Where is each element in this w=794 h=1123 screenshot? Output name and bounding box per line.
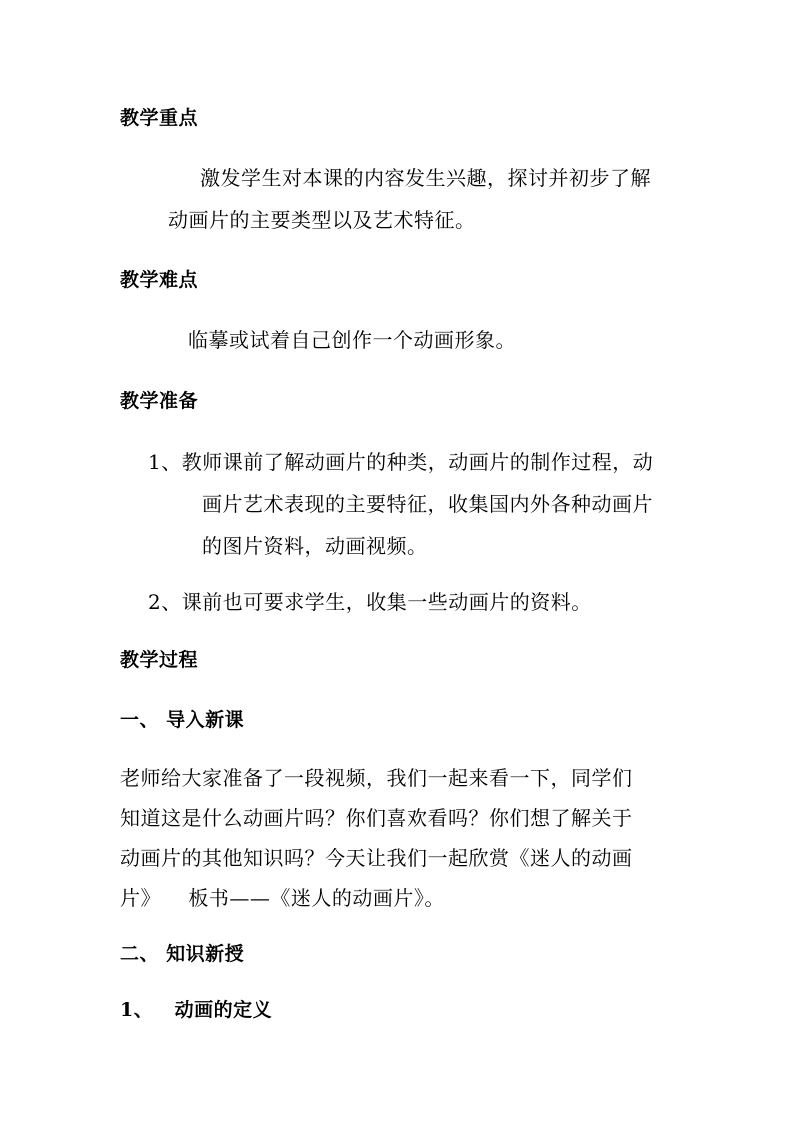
intro-text-line-4: 片》 板书——《迷人的动画片》。 [120,886,445,910]
focus-text-line-1: 激发学生对本课的内容发生兴趣，探讨并初步了解 [200,166,651,190]
heading-teaching-focus: 教学重点 [120,107,199,129]
prep-item-1-line-3: 的图片资料，动画视频。 [202,534,428,558]
intro-text-line-3: 动画片的其他知识吗？今天让我们一起欣赏《迷人的动画 [120,846,633,870]
heading-sub-1-definition: 1、 动画的定义 [120,999,273,1021]
focus-text-line-2: 动画片的主要类型以及艺术特征。 [168,208,476,232]
heading-teaching-difficulty: 教学难点 [120,269,199,291]
heading-teaching-preparation: 教学准备 [120,390,199,412]
intro-text-line-2: 知道这是什么动画片吗？你们喜欢看吗？你们想了解关于 [120,806,633,830]
heading-teaching-process: 教学过程 [120,649,199,671]
prep-item-1-line-1: 1、教师课前了解动画片的种类，动画片的制作过程，动 [148,450,654,474]
intro-text-line-1: 老师给大家准备了一段视频，我们一起来看一下，同学们 [120,766,633,790]
prep-item-2-line-1: 2、课前也可要求学生，收集一些动画片的资料。 [148,590,592,614]
heading-part-1-intro: 一、 导入新课 [120,709,245,731]
prep-item-1-line-2: 画片艺术表现的主要特征，收集国内外各种动画片 [202,492,653,516]
heading-part-2-new-knowledge: 二、 知识新授 [120,943,245,965]
difficulty-text-line-1: 临摹或试着自己创作一个动画形象。 [188,328,516,352]
